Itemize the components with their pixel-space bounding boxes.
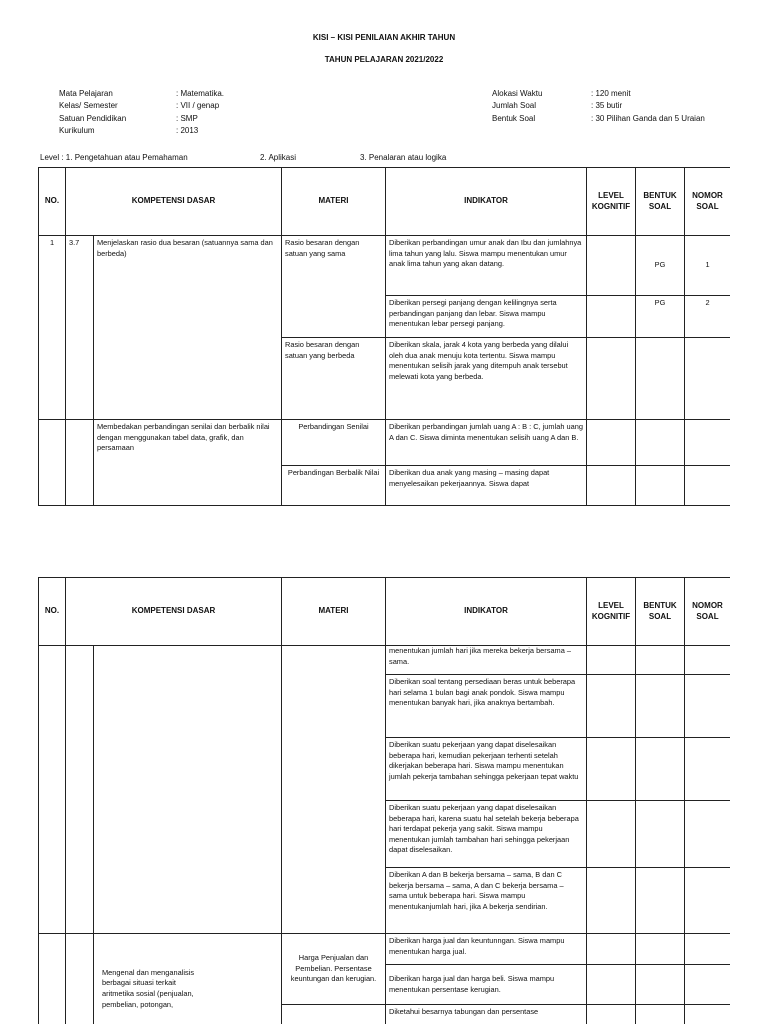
table-page-1 bbox=[38, 167, 730, 507]
cell-indikator: Diberikan skala, jarak 4 kota yang berbeda yang dilalui oleh dua anak menuju kota tertentu. Siswa mampu menentukan selisih jarak yang ditempuh anak tersebut melewati kota yang berbeda. bbox=[386, 338, 587, 420]
cell-indikator: Diberikan perbandingan umur anak dan Ibu dan jumlahnya lima tahun yang lalu. Siswa mampu menentukan umur anak lima tahun yang akan datang. bbox=[386, 236, 587, 296]
cell-bentuk bbox=[636, 646, 685, 675]
header-level: LEVEL KOGNITIF bbox=[587, 168, 636, 236]
level-2: 2. Aplikasi bbox=[260, 153, 297, 162]
level-1: Level : 1. Pengetahuan atau Pemahaman bbox=[40, 153, 188, 162]
header-nomor: NOMOR SOAL bbox=[685, 578, 731, 646]
table-page-2 bbox=[38, 577, 730, 1024]
cell-level bbox=[587, 675, 636, 738]
cell-level bbox=[587, 236, 636, 296]
cell-indikator: Diberikan perbandingan jumlah uang A : B : C, jumlah uang A dan C. Siswa diminta menentukan selisih uang A dan B. bbox=[386, 420, 587, 466]
info-value: : 30 Pilihan Ganda dan 5 Uraian bbox=[591, 113, 705, 123]
cell-indikator: Diberikan A dan B bekerja bersama – sama, B dan C bekerja bersama – sama, A dan C bekerja bersama – sama untuk beberapa hari. Siswa mampu menentukanjumlah hari, jika A bekerja sendirian. bbox=[386, 868, 587, 934]
cell-materi: Perbandingan Senilai bbox=[282, 420, 386, 466]
cell-kd-code bbox=[66, 934, 94, 1024]
cell-indikator: Diberikan harga jual dan harga beli. Siswa mampu menentukan persentase kerugian. bbox=[386, 965, 587, 1005]
cell-kd-code bbox=[66, 420, 94, 506]
info-label: Alokasi Waktu bbox=[492, 89, 543, 98]
cell-bentuk bbox=[636, 934, 685, 965]
info-label: Satuan Pendidikan bbox=[59, 113, 127, 123]
cell-indikator: Diberikan dua anak yang masing – masing dapat menyelesaikan pekerjaannya. Siswa dapat bbox=[386, 466, 587, 506]
cell-level bbox=[587, 296, 636, 338]
cell-bentuk bbox=[636, 675, 685, 738]
cell-level bbox=[587, 466, 636, 506]
header-level: LEVEL KOGNITIF bbox=[587, 578, 636, 646]
level-3: 3. Penalaran atau logika bbox=[360, 153, 447, 162]
cell-bentuk bbox=[636, 868, 685, 934]
info-label: Bentuk Soal bbox=[492, 113, 536, 123]
info-label: Jumlah Soal bbox=[492, 101, 537, 111]
info-right bbox=[492, 88, 705, 125]
cell-nomor bbox=[685, 466, 731, 506]
table-row bbox=[39, 646, 731, 675]
cell-kd: Menjelaskan rasio dua besaran (satuannya sama dan berbeda) bbox=[94, 236, 282, 420]
header-bentuk: BENTUK SOAL bbox=[636, 578, 685, 646]
cell-indikator: Diberikan suatu pekerjaan yang dapat diselesaikan beberapa hari, kemudian pekerjaan terhenti setelah dikerjakan beberapa hari. Siswa mampu menentukan jumlah pekerja tambahan sehingga pekerjaan tepat waktu bbox=[386, 738, 587, 801]
header-materi: MATERI bbox=[282, 578, 386, 646]
table-row bbox=[39, 236, 731, 296]
cell-level bbox=[587, 1005, 636, 1024]
cell-bentuk: PG bbox=[636, 296, 685, 338]
cell-no bbox=[39, 420, 66, 506]
cell-bentuk bbox=[636, 420, 685, 466]
cell-materi: Rasio besaran dengan satuan yang berbeda bbox=[282, 338, 386, 420]
cell-indikator: Diberikan suatu pekerjaan yang dapat diselesaikan beberapa hari, karena suatu hal setelah bekerja beberapa hari terdapat pekerja yang sakit. Siswa mampu menentukan jumlah tambahan hari sehingga pekerjaan dapat diselesaikan. bbox=[386, 801, 587, 868]
info-label: Kurikulum bbox=[59, 125, 95, 135]
header-materi: MATERI bbox=[282, 168, 386, 236]
cell-bentuk bbox=[636, 965, 685, 1005]
header-kd: KOMPETENSI DASAR bbox=[66, 578, 282, 646]
cell-materi bbox=[282, 1005, 386, 1024]
cell-materi: Rasio besaran dengan satuan yang sama bbox=[282, 236, 386, 338]
info-value: : 35 butir bbox=[591, 101, 623, 111]
cell-kd-code: 3.7 bbox=[66, 236, 94, 420]
document-title: KISI – KISI PENILAIAN AKHIR TAHUN bbox=[312, 33, 456, 42]
cell-nomor bbox=[685, 1005, 731, 1024]
header-no: NO. bbox=[39, 578, 66, 646]
document-subtitle: TAHUN PELAJARAN 2021/2022 bbox=[324, 55, 444, 64]
cell-level bbox=[587, 420, 636, 466]
cell-level bbox=[587, 738, 636, 801]
cell-nomor bbox=[685, 801, 731, 868]
cell-nomor bbox=[685, 675, 731, 738]
cell-nomor bbox=[685, 868, 731, 934]
cell-kd-code bbox=[66, 646, 94, 934]
cell-level bbox=[587, 646, 636, 675]
cell-level bbox=[587, 338, 636, 420]
cell-indikator: Diberikan soal tentang persediaan beras untuk beberapa hari selama 1 bulan bagi anak pondok. Siswa mampu menentukan banyak hari, jika anaknya bertambah. bbox=[386, 675, 587, 738]
kisi-table-2 bbox=[38, 577, 730, 1024]
cell-bentuk bbox=[636, 801, 685, 868]
cell-no bbox=[39, 646, 66, 934]
cell-nomor bbox=[685, 646, 731, 675]
cell-nomor bbox=[685, 934, 731, 965]
info-left bbox=[59, 88, 224, 137]
cell-indikator: menentukan jumlah hari jika mereka bekerja bersama – sama. bbox=[386, 646, 587, 675]
cell-kd: Mengenal dan menganalisis berbagai situasi terkait aritmetika sosial (penjualan, pembelian, potongan, bbox=[94, 934, 282, 1024]
info-value: : Matematika. bbox=[176, 89, 225, 98]
cell-indikator: Diberikan persegi panjang dengan kelilingnya serta perbandingan panjang dan lebar. Siswa mampu menentukan lebar persegi panjang. bbox=[386, 296, 587, 338]
cell-level bbox=[587, 965, 636, 1005]
cell-materi: Perbandingan Berbalik Nilai bbox=[282, 466, 386, 506]
info-value: : VII / genap bbox=[176, 101, 220, 111]
cell-indikator: Diberikan harga jual dan keuntunngan. Siswa mampu menentukan harga jual. bbox=[386, 934, 587, 965]
cell-level bbox=[587, 801, 636, 868]
cell-nomor bbox=[685, 965, 731, 1005]
cell-no: 1 bbox=[39, 236, 66, 420]
cell-bentuk bbox=[636, 338, 685, 420]
info-label: Kelas/ Semester bbox=[59, 101, 118, 111]
cell-nomor bbox=[685, 738, 731, 801]
cell-nomor: 1 bbox=[685, 236, 731, 296]
cell-materi: Harga Penjualan dan Pembelian. Persentase keuntungan dan kerugian. bbox=[282, 934, 386, 1005]
header-indikator: INDIKATOR bbox=[386, 578, 587, 646]
info-value: : 120 menit bbox=[591, 89, 631, 98]
cell-no bbox=[39, 934, 66, 1024]
cell-level bbox=[587, 934, 636, 965]
table-row bbox=[39, 420, 731, 466]
cell-bentuk: PG bbox=[636, 236, 685, 296]
header-row bbox=[39, 578, 731, 646]
cell-indikator: Diketahui besarnya tabungan dan persentase bbox=[386, 1005, 587, 1024]
header-row bbox=[39, 168, 731, 236]
table-row bbox=[39, 934, 731, 965]
header-no: NO. bbox=[39, 168, 66, 236]
header-kd: KOMPETENSI DASAR bbox=[66, 168, 282, 236]
info-value: : SMP bbox=[176, 113, 198, 123]
info-label: Mata Pelajaran bbox=[59, 89, 113, 98]
info-value: : 2013 bbox=[176, 125, 199, 135]
cell-bentuk bbox=[636, 466, 685, 506]
cell-nomor bbox=[685, 420, 731, 466]
cell-kd bbox=[94, 646, 282, 934]
header-indikator: INDIKATOR bbox=[386, 168, 587, 236]
kisi-table-1 bbox=[38, 167, 730, 506]
cell-bentuk bbox=[636, 1005, 685, 1024]
cell-bentuk bbox=[636, 738, 685, 801]
cell-level bbox=[587, 868, 636, 934]
header-nomor: NOMOR SOAL bbox=[685, 168, 731, 236]
cell-nomor bbox=[685, 338, 731, 420]
header-bentuk: BENTUK SOAL bbox=[636, 168, 685, 236]
cell-nomor: 2 bbox=[685, 296, 731, 338]
cell-kd: Membedakan perbandingan senilai dan berbalik nilai dengan menggunakan tabel data, grafik, dan persamaan bbox=[94, 420, 282, 506]
cell-materi bbox=[282, 646, 386, 934]
